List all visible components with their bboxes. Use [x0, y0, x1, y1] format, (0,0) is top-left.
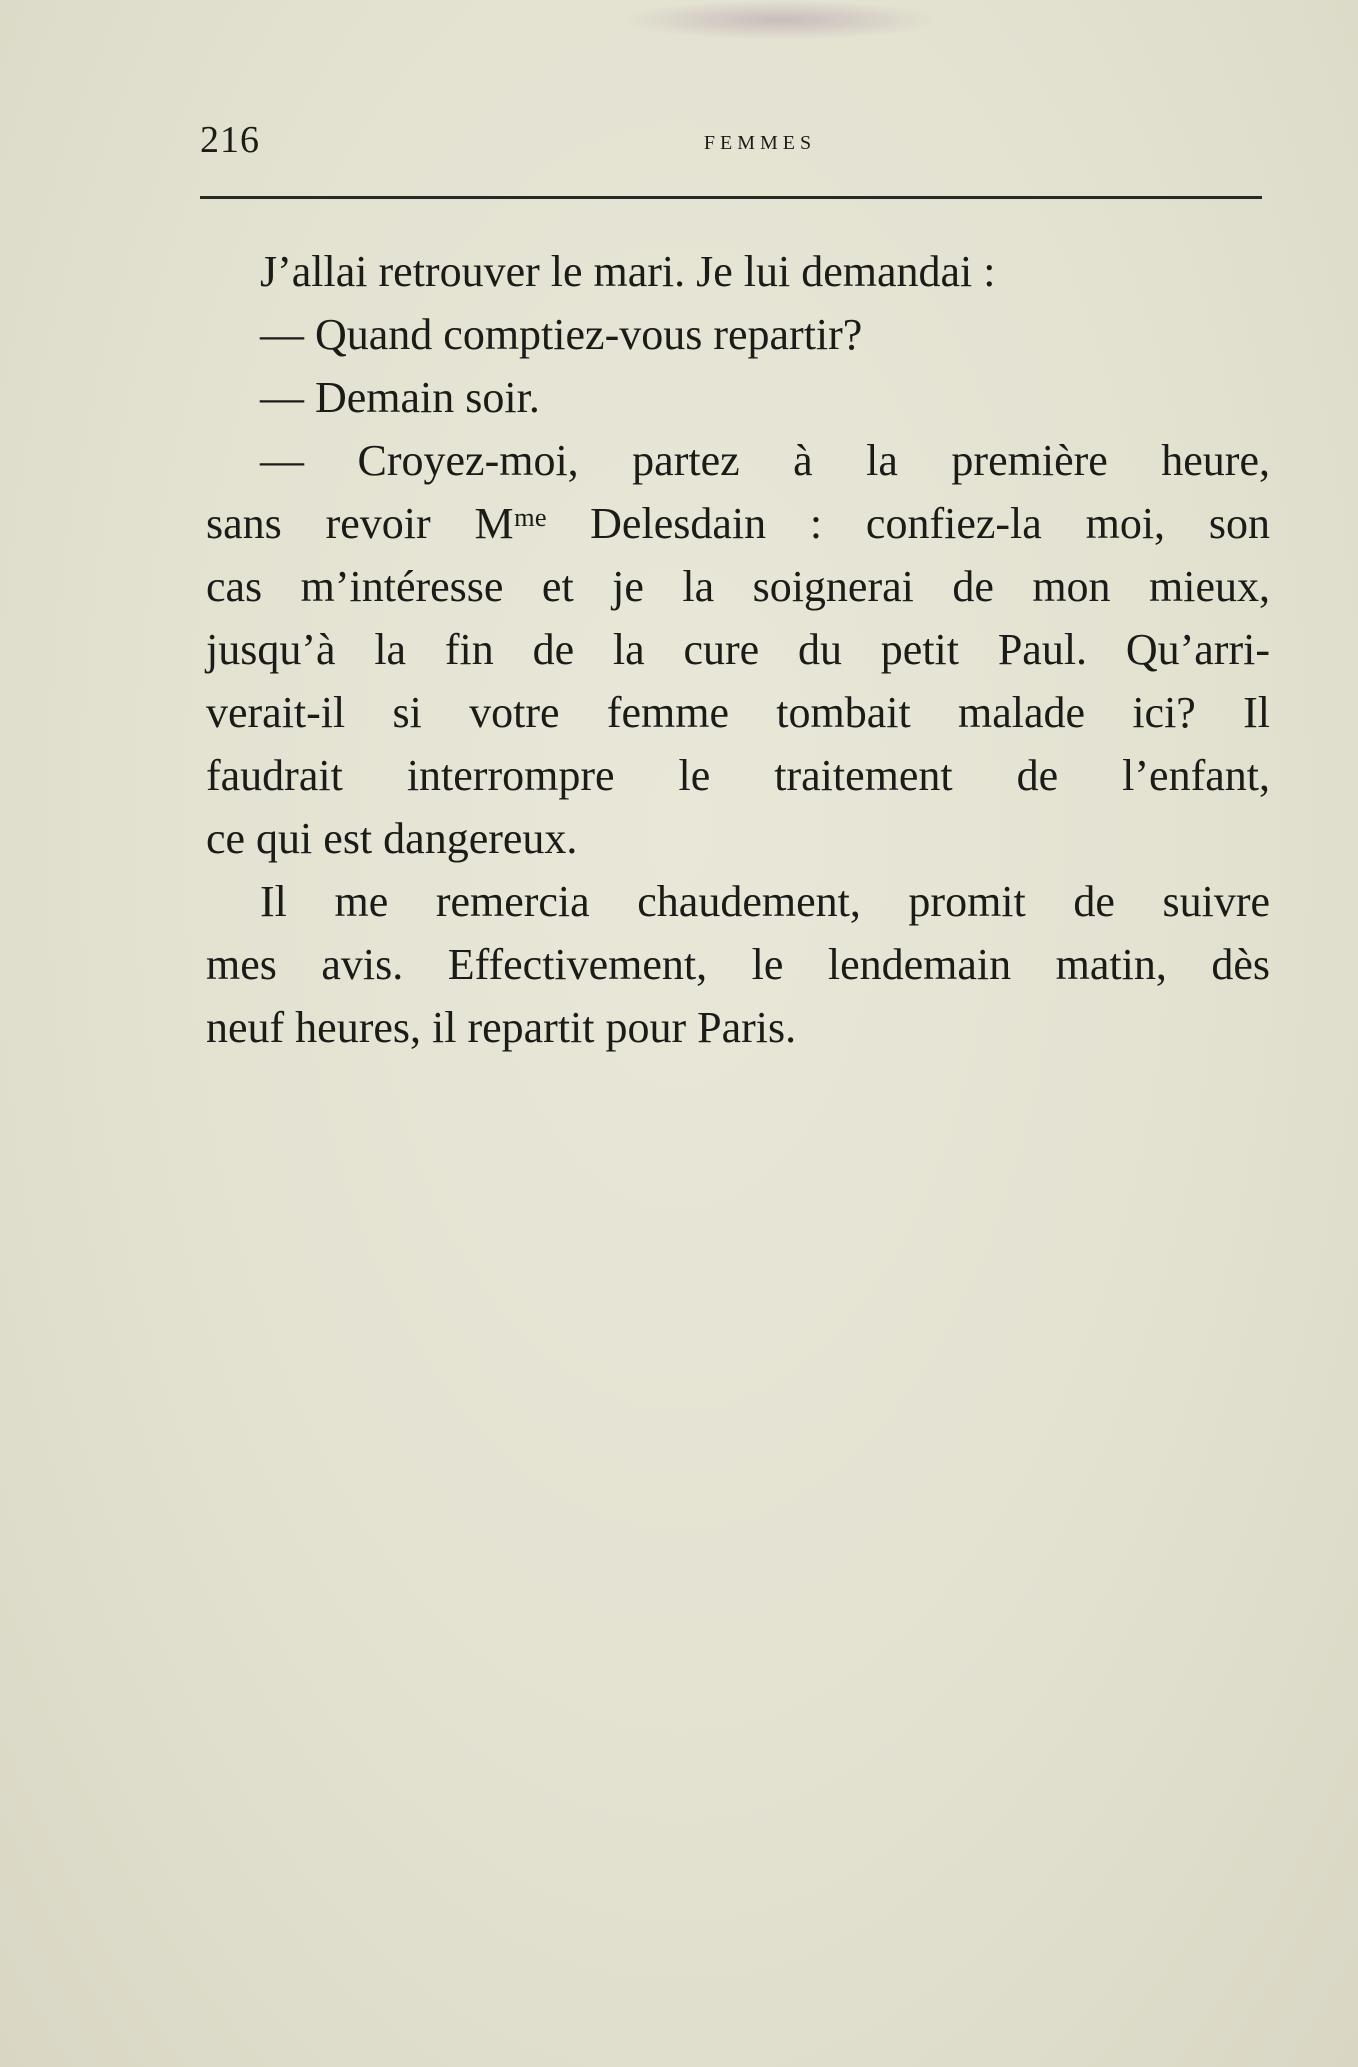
text-line: faudrait interrompre le traitement de l’enfant, [206, 751, 1270, 800]
page-number: 216 [200, 119, 260, 161]
body-text [206, 240, 1270, 1059]
text-line: sans revoir Mᵐᵉ Delesdain : confiez-la moi, son [206, 499, 1270, 548]
text-line: cas m’intéresse et je la soignerai de mon mieux, [206, 562, 1270, 611]
page-header [200, 118, 1262, 168]
text-line: — Demain soir. [260, 373, 540, 422]
text-line: mes avis. Effectivement, le lendemain matin, dès [206, 940, 1270, 989]
running-title: FEMMES [703, 132, 817, 154]
text-line: ce qui est dangereux. [206, 814, 578, 863]
text-line: verait-il si votre femme tombait malade ici? Il [206, 688, 1270, 737]
text-line: jusqu’à la fin de la cure du petit Paul. Qu’arri- [206, 625, 1270, 674]
paper-stain [620, 0, 940, 40]
header-rule [200, 196, 1262, 199]
text-line: — Croyez-moi, partez à la première heure, [260, 436, 1270, 485]
text-line: Il me remercia chaudement, promit de suivre [260, 877, 1270, 926]
text-line: — Quand comptiez-vous repartir? [260, 310, 863, 359]
text-line: neuf heures, il repartit pour Paris. [206, 1003, 797, 1052]
text-line: J’allai retrouver le mari. Je lui demandai : [260, 247, 996, 296]
